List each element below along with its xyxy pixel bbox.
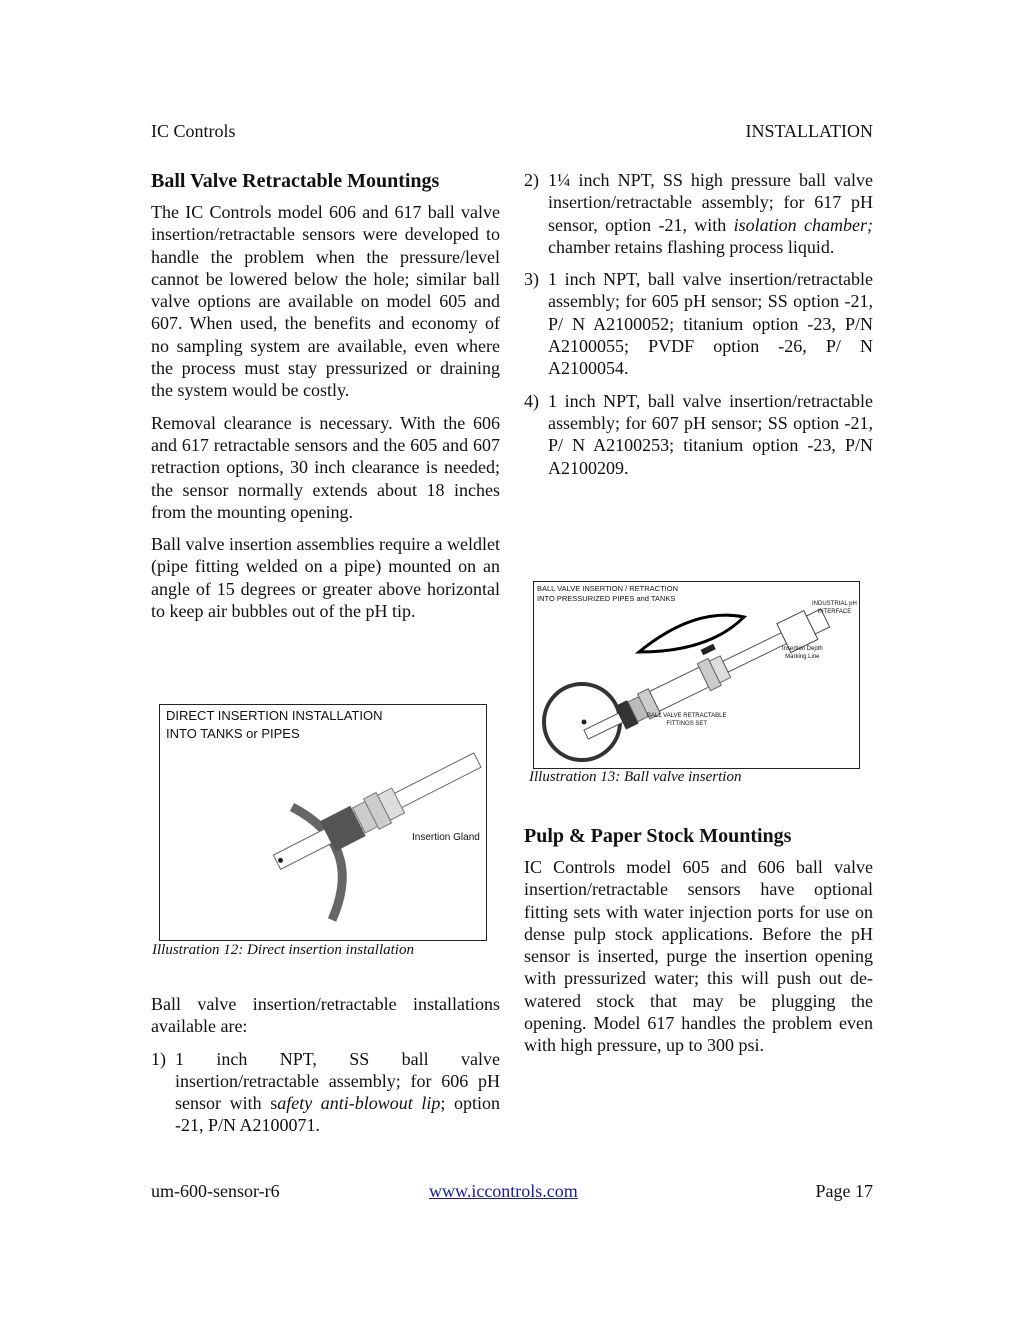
illustration-13 [533, 581, 860, 769]
paragraph: IC Controls model 605 and 606 ball valve insertion/retractable sensors have optional fitting sets with water injection ports for use on dense pulp stock applications. Before the pH sensor is inserted, purge the insertion opening with pressurized water; this will push out de-watered stock that may be plugging the opening. Model 617 handles the problem even with high pressure, up to 300 psi. [524, 857, 873, 1056]
paragraph: Ball valve insertion assemblies require a weldlet (pipe fitting welded on a pipe) mounted on an angle of 15 degrees or greater above horizontal to keep air bubbles out of the pH tip. [151, 534, 500, 622]
left-column-lower [151, 993, 500, 1147]
figure-title: DIRECT INSERTION INSTALLATION INTO TANKS or PIPES [166, 708, 383, 741]
list-intro: Ball valve insertion/retractable installations available are: [151, 994, 500, 1037]
paragraph: Removal clearance is necessary. With the 606 and 617 retractable sensors and the 605 and 607 retraction options, 30 inch clearance is needed; the sensor normally extends about 18 inches from the mounting opening. [151, 412, 500, 522]
footer-doc-id: um-600-sensor-r6 [151, 1181, 280, 1201]
paragraph: The IC Controls model 606 and 617 ball valve insertion/retractable sensors were developed to handle the problem when the pressure/level cannot be lowered below the hole; similar ball valve options are available on model 605 and 607. When used, the benefits and economy of no sampling system are available, even where the process must stay pressurized or draining the system would be costly. [151, 202, 500, 401]
section-heading-ball-valve: Ball Valve Retractable Mountings [151, 170, 440, 192]
figure-title: BALL VALVE INSERTION / RETRACTION INTO PRESSURIZED PIPES and TANKS [537, 584, 679, 603]
ph-interface-label: INDUSTRIAL pH INTERFACE [812, 601, 857, 615]
list-item: 1) 1 inch NPT, SS ball valve insertion/retractable assembly; for 606 pH sensor with safety anti-blowout lip; option -21, P/N A2100071. [151, 1048, 500, 1136]
footer-page-number: Page 17 [815, 1181, 873, 1201]
footer-website-link[interactable]: www.iccontrols.com [429, 1181, 578, 1201]
list-item: 3) 1 inch NPT, ball valve insertion/retractable assembly; for 605 pH sensor; SS option -21, P/ N A2100052; titanium option -23, P/N A2100055; PVDF option -26, P/ N A2100054. [524, 269, 873, 379]
header-right: INSTALLATION [745, 121, 873, 141]
fittings-set-label: BALL VALVE RETRACTABLE FITTINGS SET [647, 713, 727, 727]
insertion-gland-label: Insertion Gland [412, 832, 480, 843]
right-column [524, 169, 873, 489]
header-left: IC Controls [151, 121, 236, 141]
illustration-12 [159, 704, 487, 941]
illustration-13-caption: Illustration 13: Ball valve insertion [529, 769, 742, 785]
insertion-depth-label: Insertion Depth Marking Line [782, 646, 823, 660]
handle-loop [639, 615, 744, 652]
list-item: 4) 1 inch NPT, ball valve insertion/retractable assembly; for 607 pH sensor; SS option -21, P/ N A2100253; titanium option -23, P/N A2100209. [524, 390, 873, 478]
list-item: 2) 1¼ inch NPT, SS high pressure ball valve insertion/retractable assembly; for 617 pH sensor, option -21, with isolation chamber; chamber retains flashing process liquid. [524, 170, 873, 257]
right-column-lower [524, 824, 873, 1067]
section-heading-pulp-paper: Pulp & Paper Stock Mountings [524, 825, 792, 847]
illustration-12-caption: Illustration 12: Direct insertion installation [152, 942, 414, 958]
left-column [151, 169, 500, 632]
ball-valve-diagram [534, 582, 859, 768]
